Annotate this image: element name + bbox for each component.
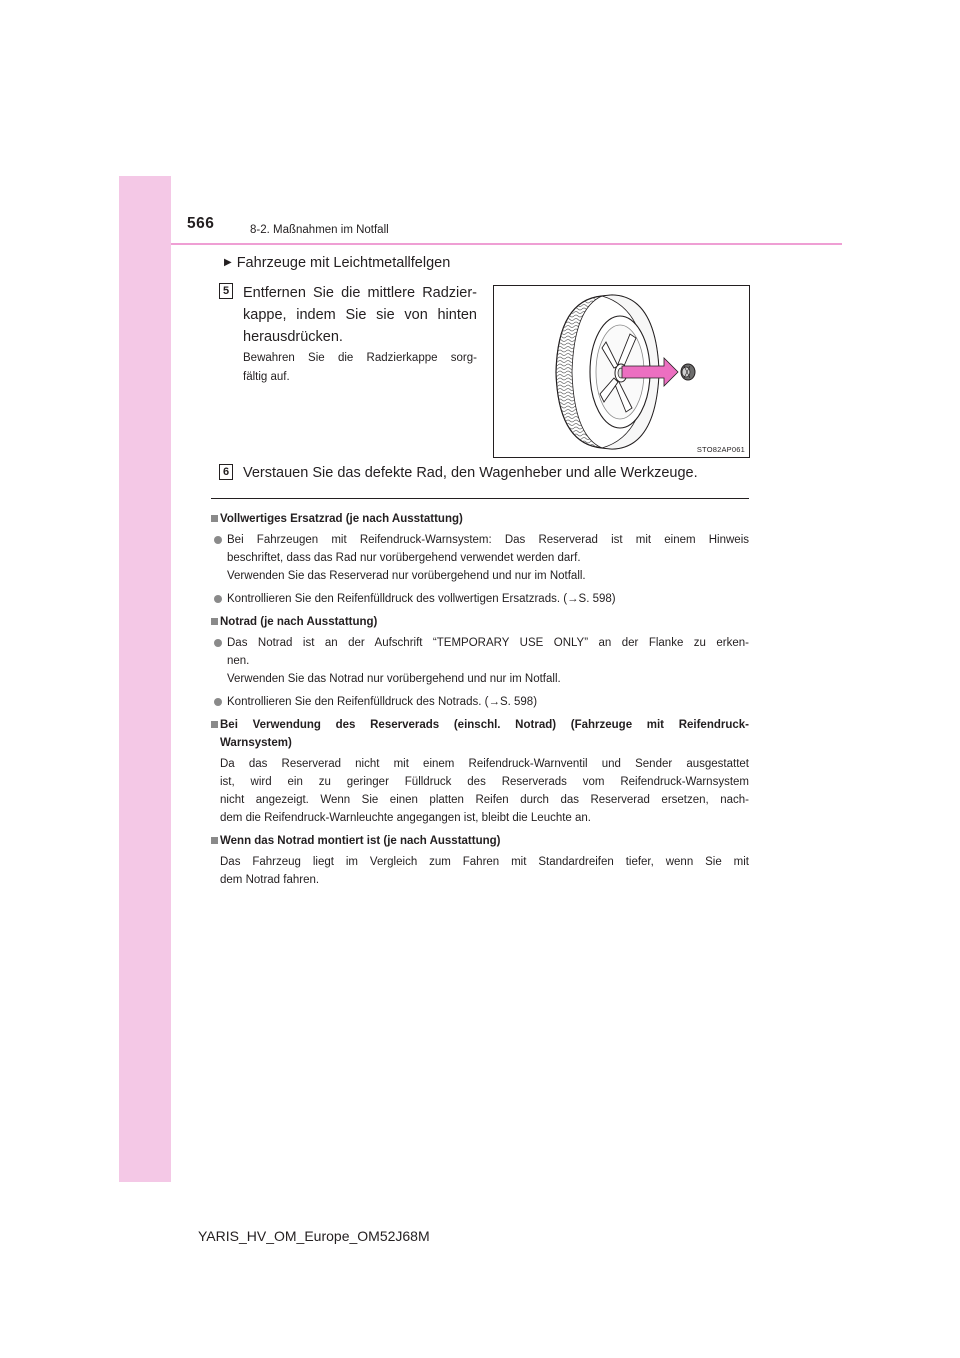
chapter-side-band bbox=[119, 176, 171, 1182]
variant-heading bbox=[224, 255, 450, 271]
note-body: Da das Reserverad nicht mit einem Reifendruck-Warnventil und Sender ausgestattet ist, wird ein zu geringer Fülldruck des Reserverads vom Reifendruck-Warnsystem nicht angezeigt. Wenn Sie einen platten Reifen durch das Reserverad ersetzen, nach- dem die Reifendruck-Warnleuchte angegangen ist, bleibt die Leuchte an. bbox=[220, 758, 749, 824]
round-bullet-icon bbox=[214, 536, 222, 544]
round-bullet-icon bbox=[214, 595, 222, 603]
note-heading-temporary-mounted: Wenn das Notrad montiert ist (je nach Ausstattung) bbox=[211, 832, 749, 850]
header-rule bbox=[171, 243, 842, 245]
square-bullet-icon bbox=[211, 721, 218, 728]
note-body: Das Fahrzeug liegt im Vergleich zum Fahren mit Standardreifen tiefer, wenn Sie mit dem Notrad fahren. bbox=[220, 856, 749, 886]
round-bullet-icon bbox=[214, 639, 222, 647]
page-number: 566 bbox=[187, 215, 215, 232]
illustration-code: STO82AP061 bbox=[696, 445, 745, 454]
round-bullet-icon bbox=[214, 698, 222, 706]
note-item: Kontrollieren Sie den Reifenfülldruck des vollwertigen Ersatzrads. (→S. 598) bbox=[211, 590, 749, 608]
section-divider bbox=[211, 498, 749, 499]
square-bullet-icon bbox=[211, 515, 218, 522]
triangle-right-icon: ▶ bbox=[224, 257, 232, 268]
step-5-instruction: Entfernen Sie die mittlere Radzier- kappe, indem Sie sie von hinten herausdrücken. bbox=[243, 285, 477, 345]
square-bullet-icon bbox=[211, 618, 218, 625]
note-heading-tpws-spare: Bei Verwendung des Reserverads (einschl. Notrad) (Fahrzeuge mit Reifendruck- Warnsystem) bbox=[211, 716, 749, 752]
step-5-note: Bewahren Sie die Radzierkappe sorg- fältig auf. bbox=[243, 352, 477, 383]
wheel-drawing bbox=[494, 286, 749, 457]
note-item: Das Notrad ist an der Aufschrift “TEMPORARY USE ONLY” an der Flanke zu erken- nen. Verwenden Sie das Notrad nur vorübergehend und nur im Notfall. bbox=[211, 634, 749, 688]
document-footer: YARIS_HV_OM_Europe_OM52J68M bbox=[198, 1228, 430, 1244]
note-heading-temporary-spare: Notrad (je nach Ausstattung) bbox=[211, 613, 749, 631]
removed-center-cap-icon bbox=[681, 364, 695, 380]
section-title: 8-2. Maßnahmen im Notfall bbox=[250, 224, 389, 236]
note-item: Bei Fahrzeugen mit Reifendruck-Warnsystem: Das Reserverad ist mit einem Hinweis beschriftet, dass das Rad nur vorübergehend verwendet werden darf. Verwenden Sie das Reserverad nur vorübergehend und nur im Notfall. bbox=[211, 531, 749, 585]
step-6-instruction: Verstauen Sie das defekte Rad, den Wagenheber und alle Werkzeuge. bbox=[243, 465, 698, 481]
variant-label: Fahrzeuge mit Leichtmetallfelgen bbox=[236, 255, 451, 271]
note-item: Kontrollieren Sie den Reifenfülldruck des Notrads. (→S. 598) bbox=[211, 693, 749, 711]
note-heading-full-spare: Vollwertiges Ersatzrad (je nach Ausstattung) bbox=[211, 510, 749, 528]
notes-section bbox=[211, 510, 749, 894]
step-number-5: 5 bbox=[219, 283, 233, 299]
square-bullet-icon bbox=[211, 837, 218, 844]
step-number-6: 6 bbox=[219, 464, 233, 480]
wheel-illustration bbox=[493, 285, 750, 458]
